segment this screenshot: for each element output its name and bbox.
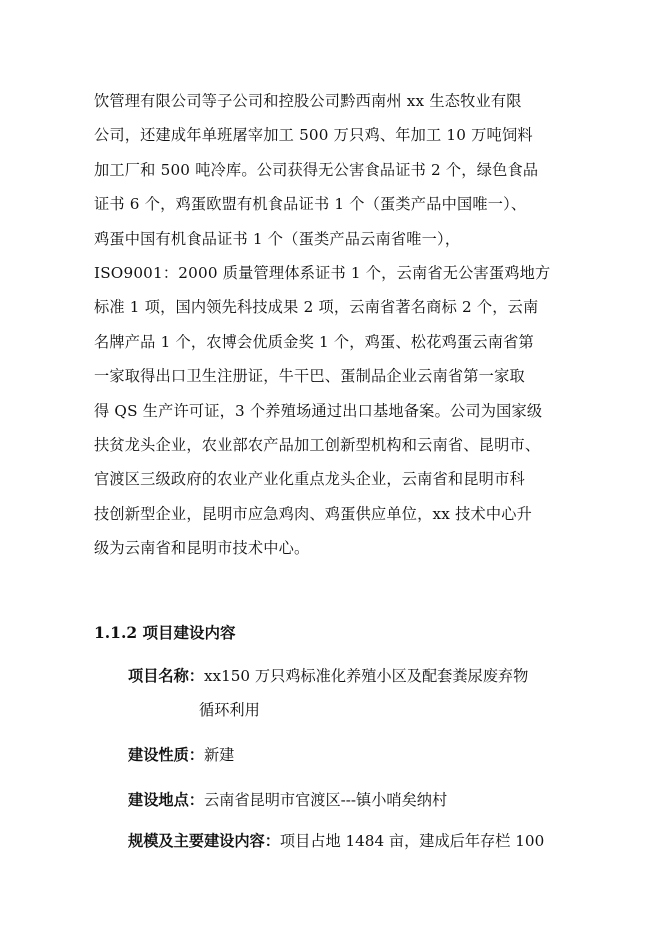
scale-content-value: 项目占地 1484 亩，建成后年存栏 100	[279, 832, 545, 850]
paragraph-line: 一家取得出口卫生注册证，牛干巴、蛋制品企业云南省第一家取	[94, 367, 525, 386]
paragraph-line: 加工厂和 500 吨冷库。公司获得无公害食品证书 2 个，绿色食品	[94, 160, 539, 179]
scale-content-label: 规模及主要建设内容：	[128, 832, 280, 850]
project-name-continuation: 循环利用	[199, 701, 260, 719]
construction-location-value: 云南省昆明市官渡区---镇小哨矣纳村	[203, 791, 448, 809]
paragraph-line: 公司，还建成年单班屠宰加工 500 万只鸡、年加工 10 万吨饲料	[94, 126, 533, 145]
project-name-field	[128, 659, 528, 693]
paragraph-line: 标准 1 项，国内领先科技成果 2 项，云南省著名商标 2 个，云南	[94, 298, 539, 317]
paragraph-line: 鸡蛋中国有机食品证书 1 个（蛋类产品云南省唯一），	[94, 229, 461, 248]
construction-nature-value: 新建	[203, 746, 235, 764]
paragraph-line: 得 QS 生产许可证，3 个养殖场通过出口基地备案。公司为国家级	[94, 401, 543, 420]
section-heading: 1.1.2 项目建设内容	[94, 623, 236, 642]
paragraph-line: 名牌产品 1 个，农博会优质金奖 1 个，鸡蛋、松花鸡蛋云南省第	[94, 332, 534, 351]
paragraph-line: 技创新型企业，昆明市应急鸡肉、鸡蛋供应单位，xx 技术中心升	[94, 504, 533, 523]
paragraph-line: 级为云南省和昆明市技术中心。	[94, 539, 310, 558]
paragraph-line: 饮管理有限公司等子公司和控股公司黔西南州 xx 生态牧业有限	[94, 92, 522, 110]
scale-content-field	[128, 824, 544, 858]
construction-location-label: 建设地点：	[128, 791, 204, 809]
paragraph-line: 官渡区三级政府的农业产业化重点龙头企业，云南省和昆明市科	[94, 470, 525, 489]
intro-paragraph	[94, 84, 574, 565]
paragraph-line: 证书 6 个，鸡蛋欧盟有机食品证书 1 个（蛋类产品中国唯一）、	[94, 195, 527, 214]
construction-nature-field	[128, 738, 234, 772]
construction-location-field	[128, 783, 447, 817]
project-name-value: xx150 万只鸡标准化养殖小区及配套粪尿废弃物	[203, 667, 529, 685]
construction-nature-label: 建设性质：	[128, 746, 204, 764]
paragraph-line: ISO9001：2000 质量管理体系证书 1 个，云南省无公害蛋鸡地方	[94, 263, 551, 282]
paragraph-line: 扶贫龙头企业，农业部农产品加工创新型机构和云南省、昆明市、	[94, 435, 541, 454]
project-name-label: 项目名称：	[128, 667, 204, 685]
